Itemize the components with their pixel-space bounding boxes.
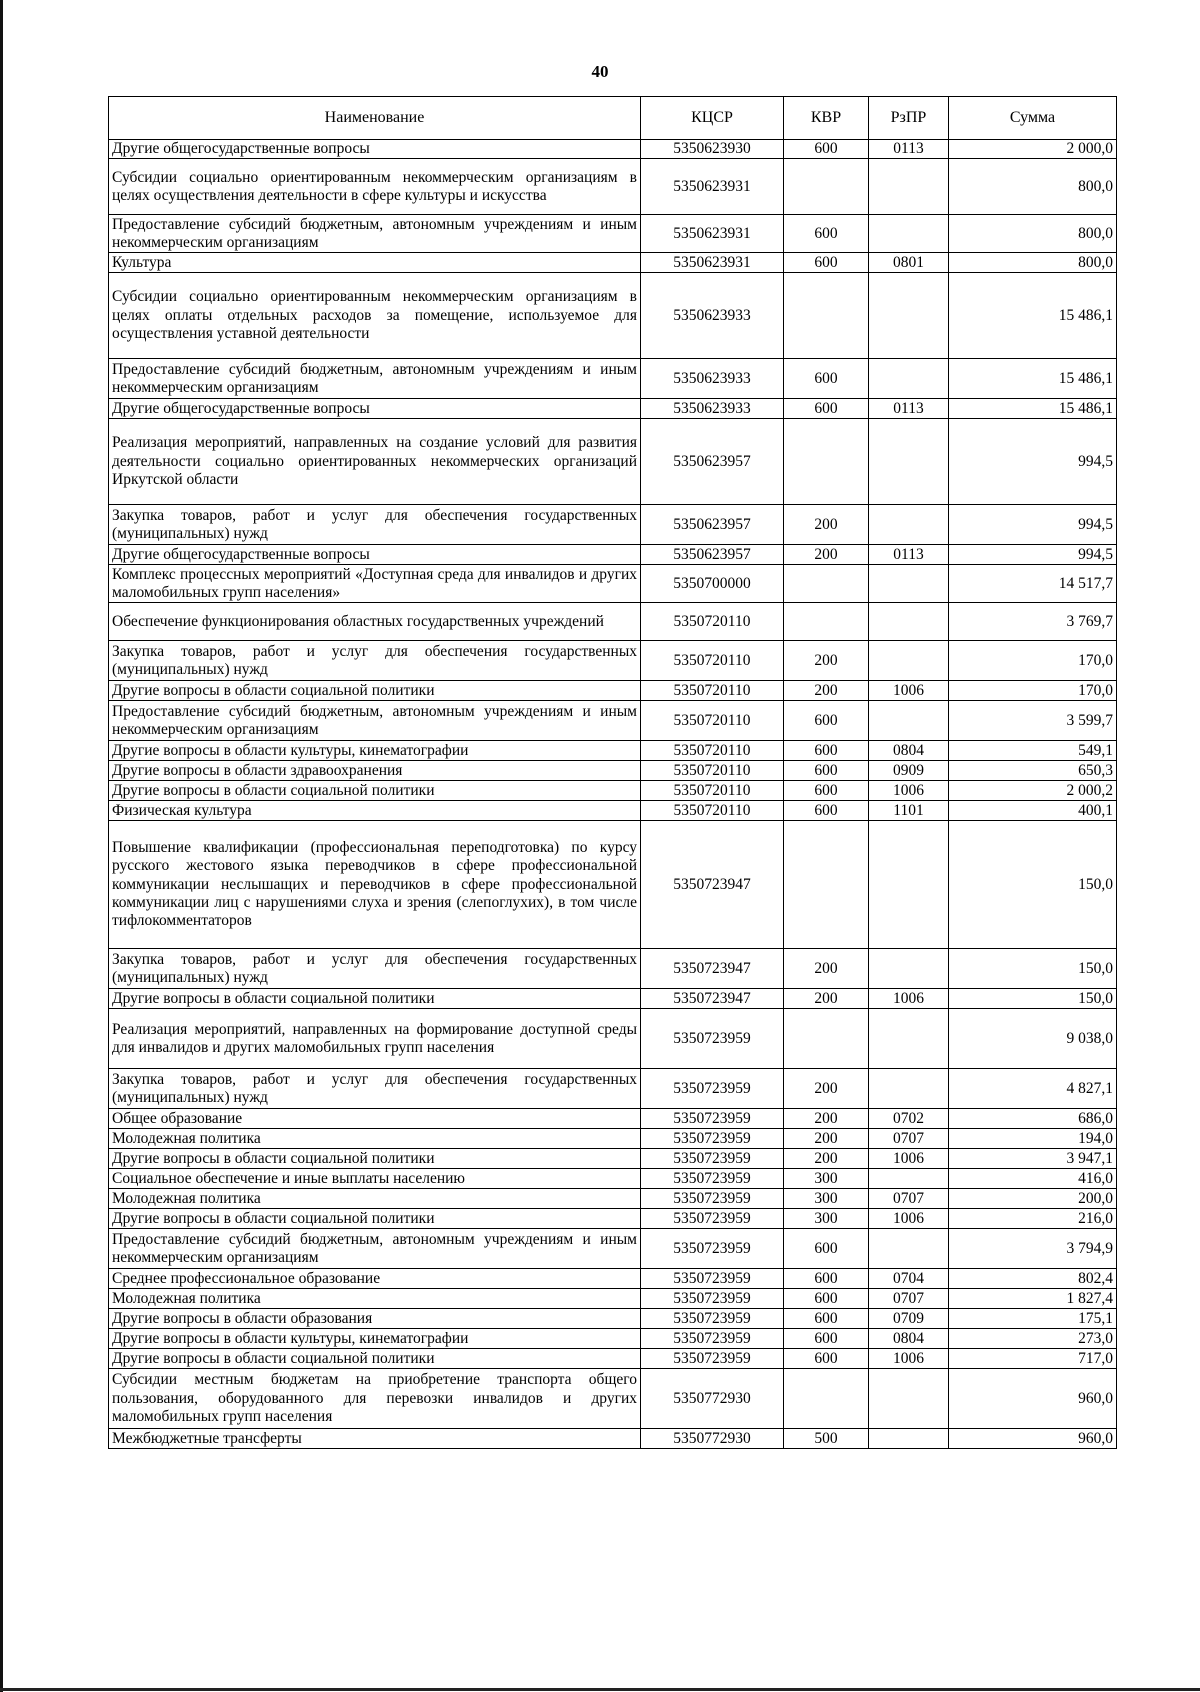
cell-name: Обеспечение функционирования областных государственных учреждений — [109, 603, 641, 641]
table-row — [109, 545, 1117, 565]
cell-kvr: 300 — [784, 1169, 869, 1189]
table-row — [109, 949, 1117, 989]
cell-sum: 686,0 — [949, 1109, 1117, 1129]
table-row — [109, 801, 1117, 821]
page-number: 40 — [591, 62, 609, 81]
cell-name: Другие вопросы в области социальной политики — [109, 1209, 641, 1229]
table-row — [109, 1289, 1117, 1309]
cell-rzpr — [869, 215, 949, 253]
cell-rzpr: 0804 — [869, 1329, 949, 1349]
cell-rzpr: 0801 — [869, 253, 949, 273]
cell-rzpr — [869, 359, 949, 399]
cell-kcsr: 5350720110 — [641, 681, 784, 701]
cell-sum: 994,5 — [949, 545, 1117, 565]
cell-rzpr — [869, 1229, 949, 1269]
cell-name: Молодежная политика — [109, 1289, 641, 1309]
cell-rzpr — [869, 949, 949, 989]
cell-rzpr: 1006 — [869, 681, 949, 701]
cell-kcsr: 5350623933 — [641, 359, 784, 399]
cell-kvr: 200 — [784, 545, 869, 565]
cell-kvr: 200 — [784, 949, 869, 989]
cell-name: Среднее профессиональное образование — [109, 1269, 641, 1289]
cell-rzpr: 1006 — [869, 989, 949, 1009]
cell-rzpr: 1006 — [869, 1349, 949, 1369]
cell-name: Другие вопросы в области социальной политики — [109, 1149, 641, 1169]
cell-kvr — [784, 821, 869, 949]
table-row — [109, 1109, 1117, 1129]
cell-rzpr: 0113 — [869, 399, 949, 419]
cell-sum: 200,0 — [949, 1189, 1117, 1209]
cell-kvr: 600 — [784, 1269, 869, 1289]
cell-name: Субсидии социально ориентированным некоммерческим организациям в целях осуществления деятельности в сфере культуры и искусства — [109, 159, 641, 215]
cell-rzpr — [869, 273, 949, 359]
cell-kvr: 500 — [784, 1429, 869, 1449]
cell-sum: 400,1 — [949, 801, 1117, 821]
cell-sum: 3 947,1 — [949, 1149, 1117, 1169]
cell-kvr: 600 — [784, 781, 869, 801]
scan-left-edge — [0, 0, 3, 1692]
cell-kcsr: 5350723959 — [641, 1169, 784, 1189]
cell-sum: 800,0 — [949, 159, 1117, 215]
cell-sum: 3 794,9 — [949, 1229, 1117, 1269]
cell-rzpr — [869, 1069, 949, 1109]
cell-rzpr — [869, 505, 949, 545]
cell-name: Реализация мероприятий, направленных на создание условий для развития деятельности социально ориентированных некоммерческих организаций Иркутской области — [109, 419, 641, 505]
cell-sum: 650,3 — [949, 761, 1117, 781]
cell-kvr: 600 — [784, 1289, 869, 1309]
cell-name: Другие вопросы в области здравоохранения — [109, 761, 641, 781]
cell-rzpr — [869, 1009, 949, 1069]
cell-name: Закупка товаров, работ и услуг для обеспечения государственных (муниципальных) нужд — [109, 949, 641, 989]
cell-sum: 802,4 — [949, 1269, 1117, 1289]
header-name: Наименование — [109, 97, 641, 140]
cell-kvr — [784, 1009, 869, 1069]
cell-kcsr: 5350720110 — [641, 801, 784, 821]
table-row — [109, 1329, 1117, 1349]
table-row — [109, 565, 1117, 603]
cell-sum: 15 486,1 — [949, 359, 1117, 399]
cell-name: Закупка товаров, работ и услуг для обеспечения государственных (муниципальных) нужд — [109, 641, 641, 681]
cell-sum: 549,1 — [949, 741, 1117, 761]
cell-kvr: 600 — [784, 399, 869, 419]
cell-kcsr: 5350723947 — [641, 821, 784, 949]
cell-sum: 216,0 — [949, 1209, 1117, 1229]
cell-sum: 717,0 — [949, 1349, 1117, 1369]
cell-name: Закупка товаров, работ и услуг для обеспечения государственных (муниципальных) нужд — [109, 1069, 641, 1109]
cell-kcsr: 5350723947 — [641, 949, 784, 989]
cell-rzpr: 0909 — [869, 761, 949, 781]
cell-kcsr: 5350723959 — [641, 1149, 784, 1169]
header-kvr: КВР — [784, 97, 869, 140]
cell-rzpr — [869, 1169, 949, 1189]
cell-rzpr: 0804 — [869, 741, 949, 761]
table-row — [109, 359, 1117, 399]
cell-rzpr: 1006 — [869, 781, 949, 801]
cell-name: Субсидии социально ориентированным некоммерческим организациям в целях оплаты отдельных расходов за помещение, используемое для осуществления уставной деятельности — [109, 273, 641, 359]
cell-kcsr: 5350623930 — [641, 140, 784, 159]
cell-name: Предоставление субсидий бюджетным, автономным учреждениям и иным некоммерческим организациям — [109, 215, 641, 253]
table-row — [109, 505, 1117, 545]
cell-kcsr: 5350700000 — [641, 565, 784, 603]
cell-name: Предоставление субсидий бюджетным, автономным учреждениям и иным некоммерческим организациям — [109, 359, 641, 399]
cell-kcsr: 5350723959 — [641, 1229, 784, 1269]
cell-name: Культура — [109, 253, 641, 273]
cell-name: Закупка товаров, работ и услуг для обеспечения государственных (муниципальных) нужд — [109, 505, 641, 545]
cell-kvr: 200 — [784, 1129, 869, 1149]
table-row — [109, 419, 1117, 505]
cell-rzpr: 0702 — [869, 1109, 949, 1129]
cell-rzpr: 1006 — [869, 1149, 949, 1169]
cell-rzpr — [869, 159, 949, 215]
header-sum: Сумма — [949, 97, 1117, 140]
cell-kcsr: 5350723959 — [641, 1109, 784, 1129]
table-row — [109, 1069, 1117, 1109]
cell-kvr: 300 — [784, 1189, 869, 1209]
cell-sum: 3 599,7 — [949, 701, 1117, 741]
cell-kvr — [784, 419, 869, 505]
table-row — [109, 1309, 1117, 1329]
cell-kvr: 600 — [784, 741, 869, 761]
table-row — [109, 781, 1117, 801]
cell-sum: 273,0 — [949, 1329, 1117, 1349]
cell-kcsr: 5350723959 — [641, 1269, 784, 1289]
cell-kcsr: 5350720110 — [641, 641, 784, 681]
table-row — [109, 821, 1117, 949]
cell-kcsr: 5350720110 — [641, 701, 784, 741]
cell-kcsr: 5350623933 — [641, 399, 784, 419]
cell-sum: 9 038,0 — [949, 1009, 1117, 1069]
table-row — [109, 641, 1117, 681]
cell-kvr: 200 — [784, 1109, 869, 1129]
header-rzpr: РзПР — [869, 97, 949, 140]
cell-rzpr: 0707 — [869, 1189, 949, 1209]
cell-name: Другие вопросы в области культуры, кинематографии — [109, 1329, 641, 1349]
scan-bottom-edge — [0, 1688, 1200, 1691]
cell-name: Другие вопросы в области культуры, кинематографии — [109, 741, 641, 761]
cell-kvr: 200 — [784, 1149, 869, 1169]
cell-name: Другие вопросы в области социальной политики — [109, 681, 641, 701]
cell-name: Другие вопросы в области социальной политики — [109, 989, 641, 1009]
cell-rzpr — [869, 1369, 949, 1429]
cell-name: Физическая культура — [109, 801, 641, 821]
cell-kvr: 600 — [784, 215, 869, 253]
cell-rzpr — [869, 419, 949, 505]
cell-kvr — [784, 159, 869, 215]
cell-name: Субсидии местным бюджетам на приобретение транспорта общего пользования, оборудованного для перевозки инвалидов и других маломобильных групп населения — [109, 1369, 641, 1429]
cell-kvr: 600 — [784, 1329, 869, 1349]
cell-sum: 4 827,1 — [949, 1069, 1117, 1109]
cell-kvr: 200 — [784, 505, 869, 545]
cell-name: Общее образование — [109, 1109, 641, 1129]
cell-rzpr — [869, 603, 949, 641]
cell-kvr: 200 — [784, 989, 869, 1009]
cell-kcsr: 5350720110 — [641, 781, 784, 801]
cell-kvr: 600 — [784, 359, 869, 399]
cell-sum: 15 486,1 — [949, 399, 1117, 419]
cell-name: Социальное обеспечение и иные выплаты населению — [109, 1169, 641, 1189]
cell-kcsr: 5350723959 — [641, 1309, 784, 1329]
cell-kvr: 600 — [784, 1349, 869, 1369]
cell-rzpr — [869, 701, 949, 741]
cell-kcsr: 5350623931 — [641, 215, 784, 253]
table-row — [109, 273, 1117, 359]
cell-sum: 800,0 — [949, 253, 1117, 273]
cell-kvr: 600 — [784, 1309, 869, 1329]
cell-sum: 170,0 — [949, 641, 1117, 681]
table-row — [109, 253, 1117, 273]
cell-name: Другие вопросы в области социальной политики — [109, 1349, 641, 1369]
cell-name: Межбюджетные трансферты — [109, 1429, 641, 1449]
table-row — [109, 1349, 1117, 1369]
cell-rzpr — [869, 1429, 949, 1449]
cell-kvr: 600 — [784, 761, 869, 781]
table-header-row — [109, 97, 1117, 140]
cell-kvr: 200 — [784, 681, 869, 701]
table-row — [109, 761, 1117, 781]
table-row — [109, 989, 1117, 1009]
cell-kcsr: 5350623957 — [641, 419, 784, 505]
cell-kvr: 600 — [784, 253, 869, 273]
cell-kvr — [784, 565, 869, 603]
cell-kcsr: 5350723959 — [641, 1129, 784, 1149]
cell-kcsr: 5350723959 — [641, 1009, 784, 1069]
table-row — [109, 399, 1117, 419]
header-kcsr: КЦСР — [641, 97, 784, 140]
cell-sum: 994,5 — [949, 505, 1117, 545]
cell-kcsr: 5350723959 — [641, 1189, 784, 1209]
table-row — [109, 159, 1117, 215]
cell-rzpr: 0707 — [869, 1129, 949, 1149]
cell-sum: 170,0 — [949, 681, 1117, 701]
cell-name: Молодежная политика — [109, 1129, 641, 1149]
cell-sum: 2 000,0 — [949, 140, 1117, 159]
cell-name: Реализация мероприятий, направленных на формирование доступной среды для инвалидов и других маломобильных групп населения — [109, 1009, 641, 1069]
cell-kcsr: 5350623931 — [641, 253, 784, 273]
cell-kcsr: 5350772930 — [641, 1369, 784, 1429]
cell-kvr: 600 — [784, 701, 869, 741]
cell-kcsr: 5350723959 — [641, 1289, 784, 1309]
table-row — [109, 1129, 1117, 1149]
cell-sum: 800,0 — [949, 215, 1117, 253]
table-row — [109, 1169, 1117, 1189]
cell-kcsr: 5350772930 — [641, 1429, 784, 1449]
cell-kvr: 200 — [784, 1069, 869, 1109]
cell-kcsr: 5350723959 — [641, 1069, 784, 1109]
cell-kvr: 200 — [784, 641, 869, 681]
cell-kvr: 600 — [784, 140, 869, 159]
cell-kcsr: 5350720110 — [641, 761, 784, 781]
table-row — [109, 741, 1117, 761]
cell-sum: 3 769,7 — [949, 603, 1117, 641]
table-body — [109, 140, 1117, 1449]
table-row — [109, 603, 1117, 641]
cell-rzpr: 0113 — [869, 545, 949, 565]
table-row — [109, 1369, 1117, 1429]
cell-kcsr: 5350723959 — [641, 1209, 784, 1229]
table-row — [109, 681, 1117, 701]
cell-sum: 994,5 — [949, 419, 1117, 505]
cell-name: Другие вопросы в области образования — [109, 1309, 641, 1329]
cell-kcsr: 5350623957 — [641, 505, 784, 545]
cell-name: Другие общегосударственные вопросы — [109, 140, 641, 159]
table-row — [109, 140, 1117, 159]
cell-name: Молодежная политика — [109, 1189, 641, 1209]
cell-rzpr: 1101 — [869, 801, 949, 821]
table-row — [109, 1209, 1117, 1229]
cell-sum: 960,0 — [949, 1369, 1117, 1429]
cell-kvr: 600 — [784, 801, 869, 821]
cell-sum: 194,0 — [949, 1129, 1117, 1149]
cell-kcsr: 5350723959 — [641, 1349, 784, 1369]
cell-name: Повышение квалификации (профессиональная переподготовка) по курсу русского жестового языка переводчиков в сфере профессиональной коммуникации неслышащих и переводчиков в сфере профессиональной коммуникации лиц с нарушениями слуха и зрения (слепоглухих), в том числе тифлокомментаторов — [109, 821, 641, 949]
table-row — [109, 215, 1117, 253]
cell-sum: 15 486,1 — [949, 273, 1117, 359]
cell-rzpr — [869, 641, 949, 681]
table-row — [109, 1429, 1117, 1449]
cell-name: Другие вопросы в области социальной политики — [109, 781, 641, 801]
cell-rzpr: 0709 — [869, 1309, 949, 1329]
table-row — [109, 1149, 1117, 1169]
table-row — [109, 1189, 1117, 1209]
cell-kcsr: 5350720110 — [641, 603, 784, 641]
cell-sum: 14 517,7 — [949, 565, 1117, 603]
cell-rzpr: 1006 — [869, 1209, 949, 1229]
cell-kcsr: 5350623957 — [641, 545, 784, 565]
cell-kvr — [784, 1369, 869, 1429]
cell-sum: 150,0 — [949, 821, 1117, 949]
cell-rzpr — [869, 565, 949, 603]
cell-sum: 150,0 — [949, 949, 1117, 989]
cell-name: Другие общегосударственные вопросы — [109, 399, 641, 419]
cell-sum: 1 827,4 — [949, 1289, 1117, 1309]
table-row — [109, 1009, 1117, 1069]
table-row — [109, 1229, 1117, 1269]
cell-kcsr: 5350723947 — [641, 989, 784, 1009]
cell-sum: 175,1 — [949, 1309, 1117, 1329]
budget-table — [108, 96, 1117, 1449]
cell-name: Предоставление субсидий бюджетным, автономным учреждениям и иным некоммерческим организациям — [109, 701, 641, 741]
cell-kvr: 600 — [784, 1229, 869, 1269]
cell-rzpr: 0113 — [869, 140, 949, 159]
cell-kvr: 300 — [784, 1209, 869, 1229]
cell-rzpr: 0704 — [869, 1269, 949, 1289]
cell-sum: 960,0 — [949, 1429, 1117, 1449]
cell-kcsr: 5350723959 — [641, 1329, 784, 1349]
table-row — [109, 1269, 1117, 1289]
cell-kvr — [784, 273, 869, 359]
cell-sum: 150,0 — [949, 989, 1117, 1009]
cell-name: Предоставление субсидий бюджетным, автономным учреждениям и иным некоммерческим организациям — [109, 1229, 641, 1269]
cell-kcsr: 5350720110 — [641, 741, 784, 761]
cell-sum: 2 000,2 — [949, 781, 1117, 801]
cell-kvr — [784, 603, 869, 641]
cell-kcsr: 5350623933 — [641, 273, 784, 359]
cell-kcsr: 5350623931 — [641, 159, 784, 215]
cell-rzpr: 0707 — [869, 1289, 949, 1309]
table-row — [109, 701, 1117, 741]
cell-name: Другие общегосударственные вопросы — [109, 545, 641, 565]
cell-sum: 416,0 — [949, 1169, 1117, 1189]
cell-rzpr — [869, 821, 949, 949]
cell-name: Комплекс процессных мероприятий «Доступная среда для инвалидов и других маломобильных групп населения» — [109, 565, 641, 603]
